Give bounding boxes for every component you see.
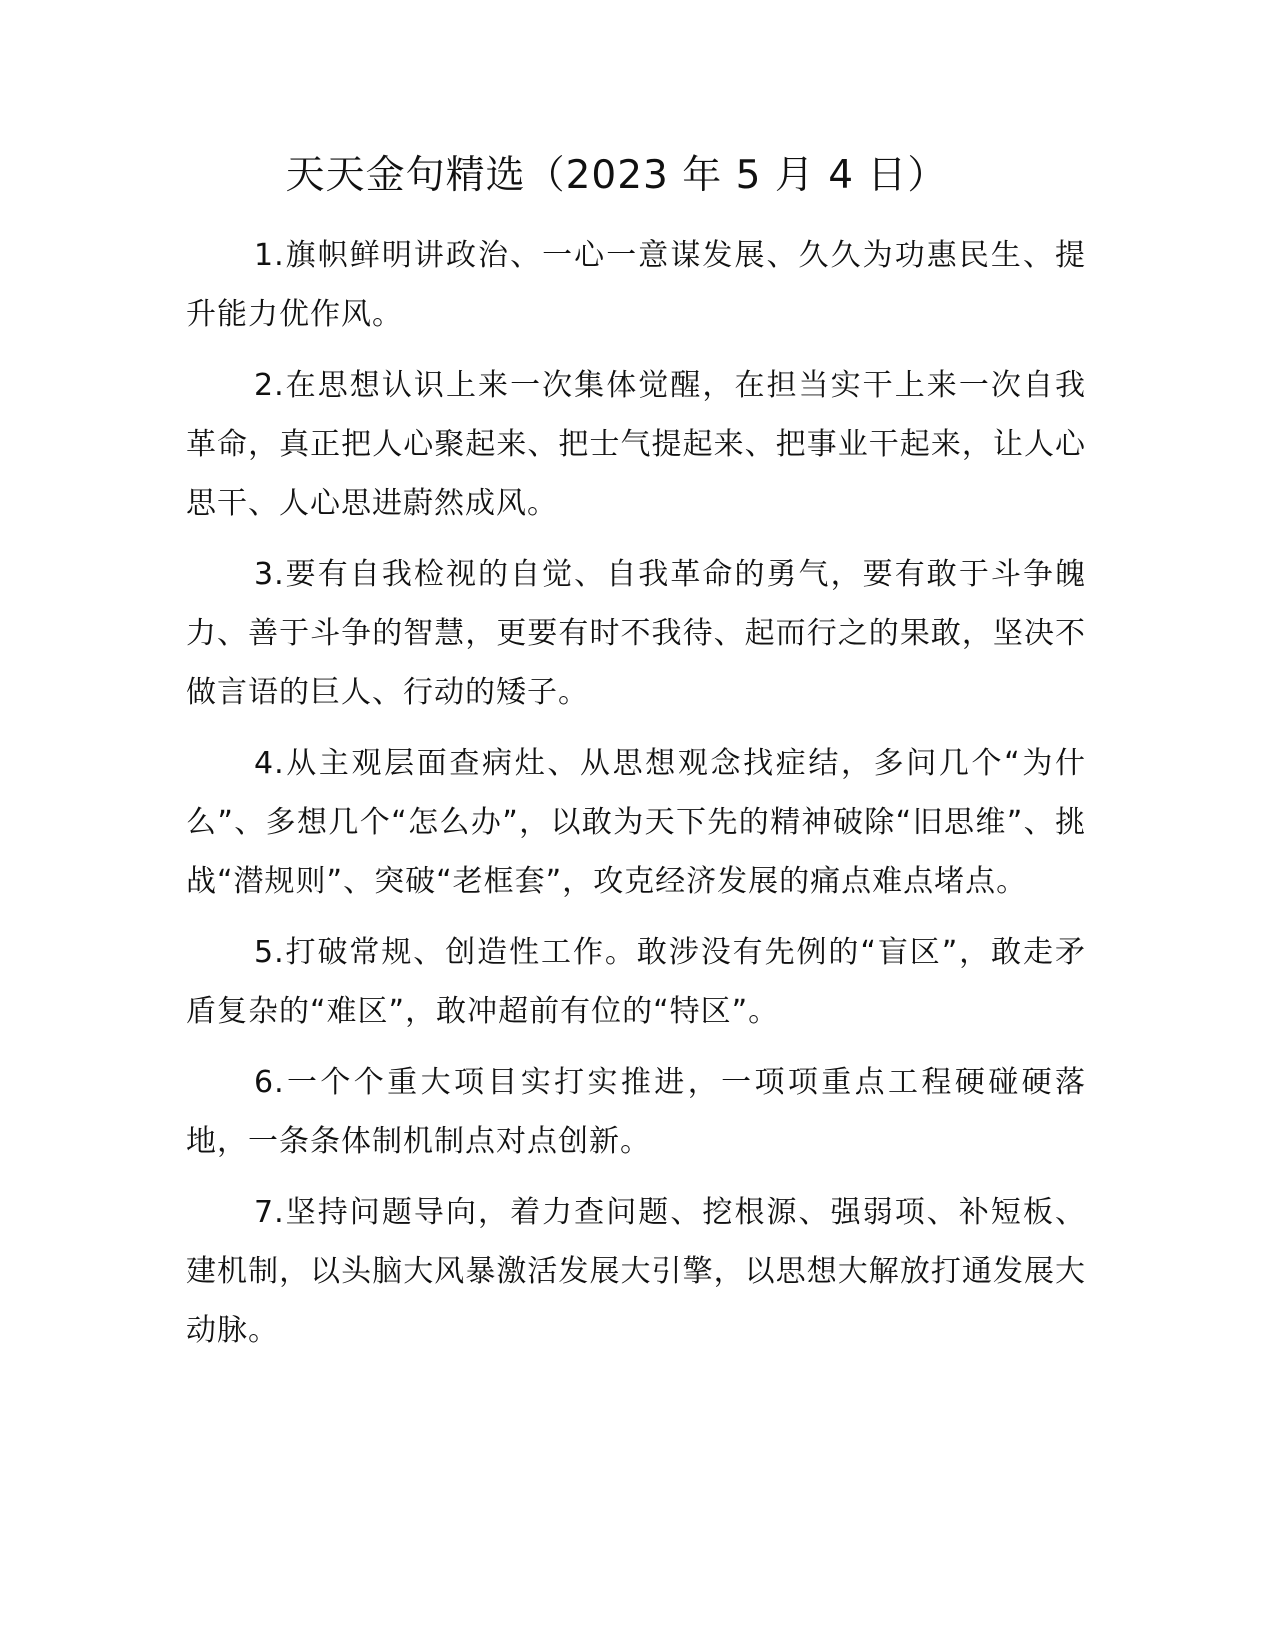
quote-paragraph-3: 3.要有自我检视的自觉、自我革命的勇气，要有敢于斗争魄力、善于斗争的智慧，更要有时不我待、起而行之的果敢，坚决不做言语的巨人、行动的矮子。 bbox=[186, 557, 1086, 710]
document-title-text: 天天金句精选（2023 年 5 月 4 日） bbox=[285, 153, 948, 198]
quote-paragraph-6: 6.一个个重大项目实打实推进，一项项重点工程硬碰硬落地，一条条体制机制点对点创新。 bbox=[186, 1065, 1086, 1159]
quote-paragraph-4: 4.从主观层面查病灶、从思想观念找症结，多问几个“为什么”、多想几个“怎么办”，以敢为天下先的精神破除“旧思维”、挑战“潜规则”、突破“老框套”，攻克经济发展的痛点难点堵点。 bbox=[186, 746, 1086, 899]
quote-paragraph-7: 7.坚持问题导向，着力查问题、挖根源、强弱项、补短板、建机制，以头脑大风暴激活发展大引擎，以思想大解放打通发展大动脉。 bbox=[186, 1195, 1086, 1348]
quote-paragraph-2: 2.在思想认识上来一次集体觉醒，在担当实干上来一次自我革命，真正把人心聚起来、把士气提起来、把事业干起来，让人心思干、人心思进蔚然成风。 bbox=[186, 368, 1086, 521]
document-title bbox=[0, 148, 1275, 204]
quote-paragraph-1: 1.旗帜鲜明讲政治、一心一意谋发展、久久为功惠民生、提升能力优作风。 bbox=[186, 238, 1086, 332]
quote-paragraph-5: 5.打破常规、创造性工作。敢涉没有先例的“盲区”，敢走矛盾复杂的“难区”，敢冲超前有位的“特区”。 bbox=[186, 935, 1086, 1029]
document-body bbox=[186, 226, 1086, 1372]
